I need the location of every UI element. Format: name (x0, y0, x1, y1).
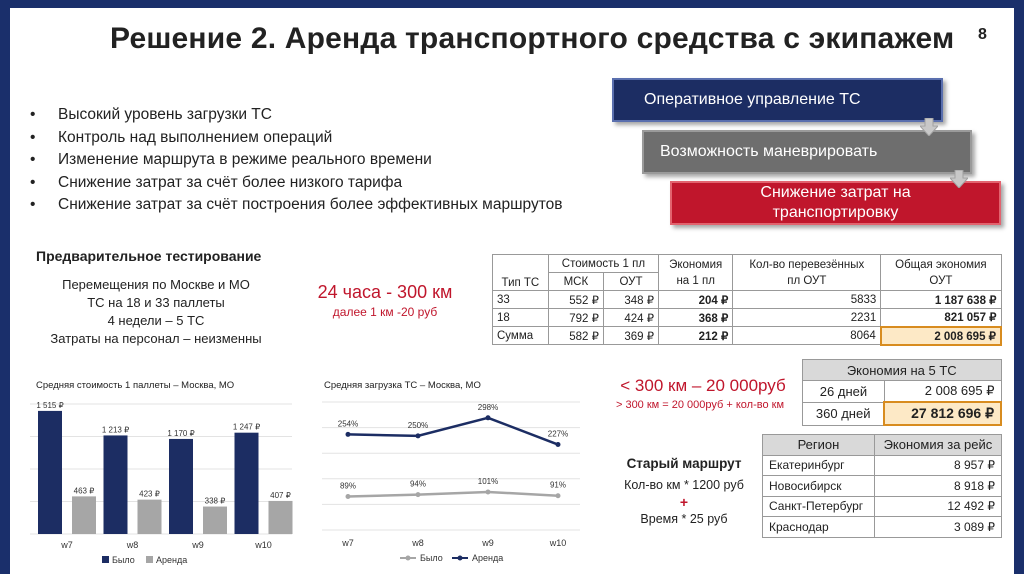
list-item: • Высокий уровень загрузки ТС (30, 104, 562, 127)
region-economy-table (762, 434, 1002, 538)
data-point (346, 494, 351, 499)
legend-marker (458, 556, 463, 561)
table-row (763, 455, 1002, 476)
bar-Аренда (269, 501, 293, 534)
table-cell: 348 ₽ (603, 291, 658, 309)
data-label: 1 515 ₽ (36, 400, 64, 410)
table-cell: 1 187 638 ₽ (881, 291, 1001, 309)
table-cell: Новосибирск (763, 476, 875, 497)
economy-5-vehicles-table (802, 359, 1002, 426)
data-point (486, 489, 491, 494)
header-line: пл ОУТ (787, 274, 827, 287)
list-item: • Снижение затрат за счёт построения более эффективных маршрутов (30, 194, 562, 217)
table-header (733, 255, 881, 291)
bar-Было (104, 435, 128, 534)
tariff-main: 24 часа - 300 км (317, 282, 453, 302)
condition-over-300: > 300 км = 20 000руб + кол-во км (615, 399, 785, 411)
legend-label: Было (420, 553, 443, 563)
step-label: Оперативное управление ТС (644, 91, 861, 108)
data-point (416, 492, 421, 497)
table-header: Тип ТС (493, 255, 549, 291)
table-cell: Краснодар (763, 517, 875, 538)
legend-label: Аренда (472, 553, 504, 563)
bar-chart (26, 392, 296, 568)
data-label: 407 ₽ (270, 490, 291, 500)
x-tick-label: w9 (192, 540, 204, 550)
table-cell: 8 918 ₽ (874, 476, 1001, 497)
data-label: 1 247 ₽ (232, 422, 261, 432)
data-label: 250% (407, 420, 429, 430)
table-cell: 8064 (733, 327, 881, 345)
pretest-details (26, 276, 286, 348)
table-row (493, 291, 1002, 309)
arrow-down-icon (920, 118, 938, 136)
table-cell: 792 ₽ (548, 309, 603, 327)
legend-marker (406, 556, 411, 561)
table-cell: 18 (493, 309, 549, 327)
line-chart (318, 392, 584, 568)
table-cell: Санкт-Петербург (763, 496, 875, 517)
table-cell: 26 дней (803, 381, 885, 403)
table-row (803, 402, 1002, 425)
old-route-plus: + (679, 494, 689, 510)
list-item: • Изменение маршрута в режиме реального времени (30, 149, 562, 172)
table-cell: 204 ₽ (659, 291, 733, 309)
table-cell: 821 057 ₽ (881, 309, 1001, 327)
slide-number: 8 (978, 26, 987, 43)
table-header: Экономия на 5 ТС (803, 360, 1002, 381)
data-label: 101% (477, 476, 499, 486)
table-header (659, 255, 733, 291)
table-header: МСК (548, 273, 603, 291)
series-line-Аренда (348, 418, 558, 445)
page-title: Решение 2. Аренда транспортного средства с экипажем (110, 22, 955, 55)
table-cell: 424 ₽ (603, 309, 658, 327)
table-header: Экономия за рейс (874, 435, 1001, 456)
table-cell: 212 ₽ (659, 327, 733, 345)
data-label: 463 ₽ (73, 486, 95, 496)
table-header (881, 255, 1001, 291)
data-label: 94% (409, 479, 427, 489)
bar-Аренда (138, 500, 162, 534)
step-operational-control (612, 78, 943, 122)
data-label: 1 170 ₽ (167, 428, 195, 438)
table-cell-highlight: 27 812 696 ₽ (884, 402, 1001, 425)
list-item: • Снижение затрат за счёт более низкого тарифа (30, 172, 562, 195)
x-tick-label: w10 (255, 540, 272, 550)
bar-Аренда (203, 507, 227, 534)
list-item: • Контроль над выполнением операций (30, 127, 562, 150)
data-point (416, 433, 421, 438)
table-header: Стоимость 1 пл (548, 255, 658, 273)
data-point (556, 493, 561, 498)
data-label: 89% (339, 481, 357, 491)
bar-chart-title: Средняя стоимость 1 паллеты – Москва, МО (36, 380, 235, 391)
table-row (493, 309, 1002, 327)
legend-swatch (146, 556, 153, 563)
x-tick-label: w7 (342, 538, 354, 548)
pretest-line: Перемещения по Москве и МО (62, 277, 250, 292)
old-route-km: Кол-во км * 1200 руб (624, 478, 744, 492)
benefits-list (30, 104, 562, 217)
table-row (803, 381, 1002, 403)
table-cell: 8 957 ₽ (874, 455, 1001, 476)
pretest-line: 4 недели – 5 ТС (107, 313, 205, 328)
table-cell: 369 ₽ (603, 327, 658, 345)
pretest-line: ТС на 18 и 33 паллеты (87, 295, 225, 310)
table-cell: Сумма (493, 327, 549, 345)
data-label: 338 ₽ (204, 496, 226, 506)
x-tick-label: w8 (126, 540, 139, 550)
old-route-time: Время * 25 руб (640, 512, 728, 526)
table-cell: 368 ₽ (659, 309, 733, 327)
legend-label: Было (112, 555, 135, 565)
data-label: 254% (337, 419, 359, 429)
table-cell: 33 (493, 291, 549, 309)
header-line: Экономия (669, 258, 723, 271)
table-row (763, 517, 1002, 538)
table-row (763, 476, 1002, 497)
pretest-title: Предварительное тестирование (36, 248, 262, 264)
data-label: 298% (477, 402, 499, 412)
x-tick-label: w9 (482, 538, 494, 548)
data-point (486, 415, 491, 420)
bar-Было (169, 439, 193, 534)
tariff-extra: далее 1 км -20 руб (332, 305, 438, 319)
table-cell: 2 008 695 ₽ (884, 381, 1001, 403)
table-row (763, 496, 1002, 517)
data-label: 1 213 ₽ (101, 425, 130, 435)
header-line: ОУТ (929, 274, 953, 287)
bar-Аренда (72, 496, 96, 534)
arrow-down-icon (950, 170, 968, 188)
condition-under-300: < 300 км – 20 000руб (620, 376, 786, 395)
line-chart-title: Средняя загрузка ТС – Москва, МО (324, 380, 481, 391)
table-cell: 12 492 ₽ (874, 496, 1001, 517)
old-route-title: Старый маршрут (626, 456, 742, 471)
table-cell: Екатеринбург (763, 455, 875, 476)
step-label: Снижение затрат на (760, 184, 911, 201)
x-tick-label: w8 (412, 538, 424, 548)
table-cell: 5833 (733, 291, 881, 309)
pretest-line: Затраты на персонал – неизменны (50, 331, 262, 346)
bar-Было (38, 411, 62, 534)
economy-table (492, 254, 1002, 346)
step-label: Возможность маневрировать (660, 143, 878, 160)
table-cell: 582 ₽ (548, 327, 603, 345)
legend-label: Аренда (156, 555, 188, 565)
legend-swatch (102, 556, 109, 563)
table-header: Регион (763, 435, 875, 456)
header-line: Кол-во перевезённых (749, 258, 865, 271)
table-cell: 552 ₽ (548, 291, 603, 309)
table-header: ОУТ (603, 273, 658, 291)
data-label: 227% (547, 429, 569, 439)
data-label: 423 ₽ (139, 489, 160, 499)
data-point (556, 442, 561, 447)
header-line: Общая экономия (895, 258, 987, 271)
data-point (346, 432, 351, 437)
table-cell-total-highlight: 2 008 695 ₽ (881, 327, 1001, 345)
step-label: транспортировку (772, 204, 899, 221)
bar-Было (235, 433, 259, 534)
step-maneuverability (642, 130, 972, 174)
x-tick-label: w10 (549, 538, 567, 548)
x-tick-label: w7 (61, 540, 73, 550)
table-cell: 3 089 ₽ (874, 517, 1001, 538)
table-cell: 360 дней (803, 402, 885, 425)
data-label: 91% (549, 480, 567, 490)
series-line-Было (348, 492, 558, 497)
header-line: на 1 пл (676, 274, 715, 287)
table-row (493, 327, 1002, 345)
table-cell: 2231 (733, 309, 881, 327)
